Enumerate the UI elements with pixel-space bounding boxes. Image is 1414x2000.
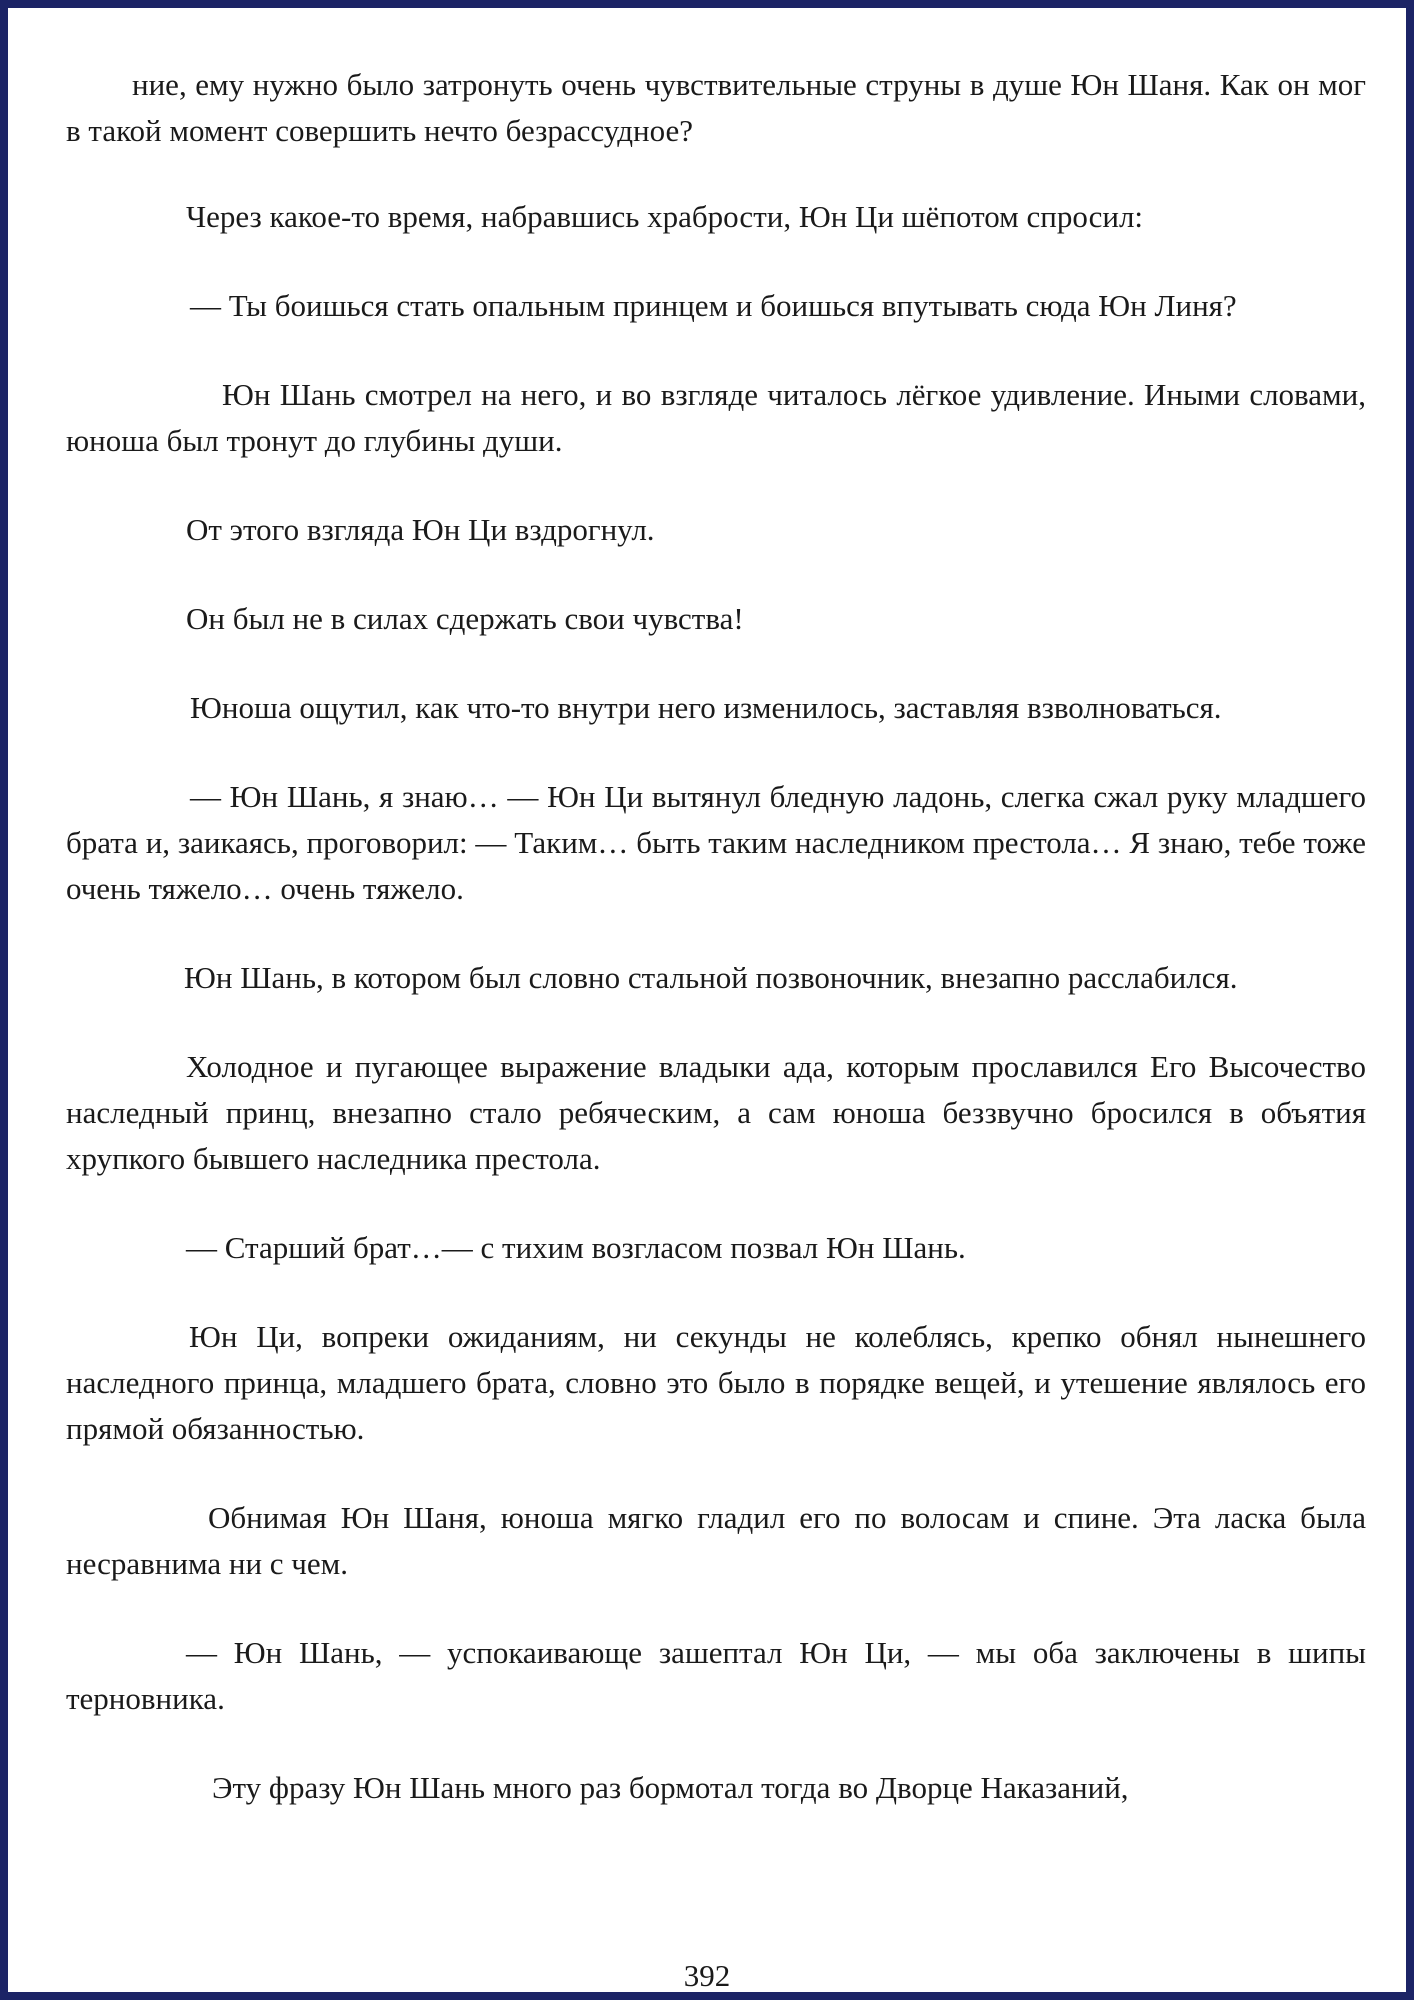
paragraph-3: — Ты боишься стать опальным принцем и боишься впутывать сюда Юн Линя? [190, 288, 1237, 323]
paragraph-15: Эту фразу Юн Шань много раз бормотал тогда во Дворце Наказаний, [212, 1770, 1129, 1805]
paragraph-9: Юн Шань, в котором был словно стальной позвоночник, внезапно расслабился. [184, 960, 1238, 995]
paragraph-13: Обнимая Юн Шаня, юноша мягко гладил его по волосам и спине. Эта ласка была несравнима ни с чем. [66, 1500, 1366, 1581]
paragraph-5: От этого взгляда Юн Ци вздрогнул. [186, 512, 655, 547]
page-body-text [66, 62, 1366, 1811]
paragraph-14: — Юн Шань, — успокаивающе зашептал Юн Ци, — мы оба заключены в шипы терновника. [66, 1635, 1366, 1716]
paragraph-8: — Юн Шань, я знаю… — Юн Ци вытянул бледную ладонь, слегка сжал руку младшего брата и, заикаясь, проговорил: — Таким… быть таким наследником престола… Я знаю, тебе тоже очень тяжело… очень тяжело. [66, 779, 1366, 906]
paragraph-1: ние, ему нужно было затронуть очень чувствительные струны в душе Юн Шаня. Как он мог в такой момент совершить нечто безрассудное? [66, 67, 1366, 148]
paragraph-2: Через какое-то время, набравшись храбрости, Юн Ци шёпотом спросил: [186, 199, 1144, 234]
page-number: 392 [683, 1958, 731, 1993]
paragraph-12: Юн Ци, вопреки ожиданиям, ни секунды не колеблясь, крепко обнял нынешнего наследного принца, младшего брата, словно это было в порядке вещей, и утешение являлось его прямой обязанностью. [66, 1319, 1366, 1446]
paragraph-6: Он был не в силах сдержать свои чувства! [186, 601, 744, 636]
paragraph-7: Юноша ощутил, как что-то внутри него изменилось, заставляя взволноваться. [190, 690, 1222, 725]
paragraph-10: Холодное и пугающее выражение владыки ада, которым прославился Его Высочество наследный принц, внезапно стало ребяческим, а сам юноша беззвучно бросился в объятия хрупкого бывшего наследника престола. [66, 1049, 1366, 1176]
paragraph-4: Юн Шань смотрел на него, и во взгляде читалось лёгкое удивление. Иными словами, юноша был тронут до глубины души. [66, 377, 1366, 458]
paragraph-11: — Старший брат…— с тихим возгласом позвал Юн Шань. [186, 1230, 966, 1265]
